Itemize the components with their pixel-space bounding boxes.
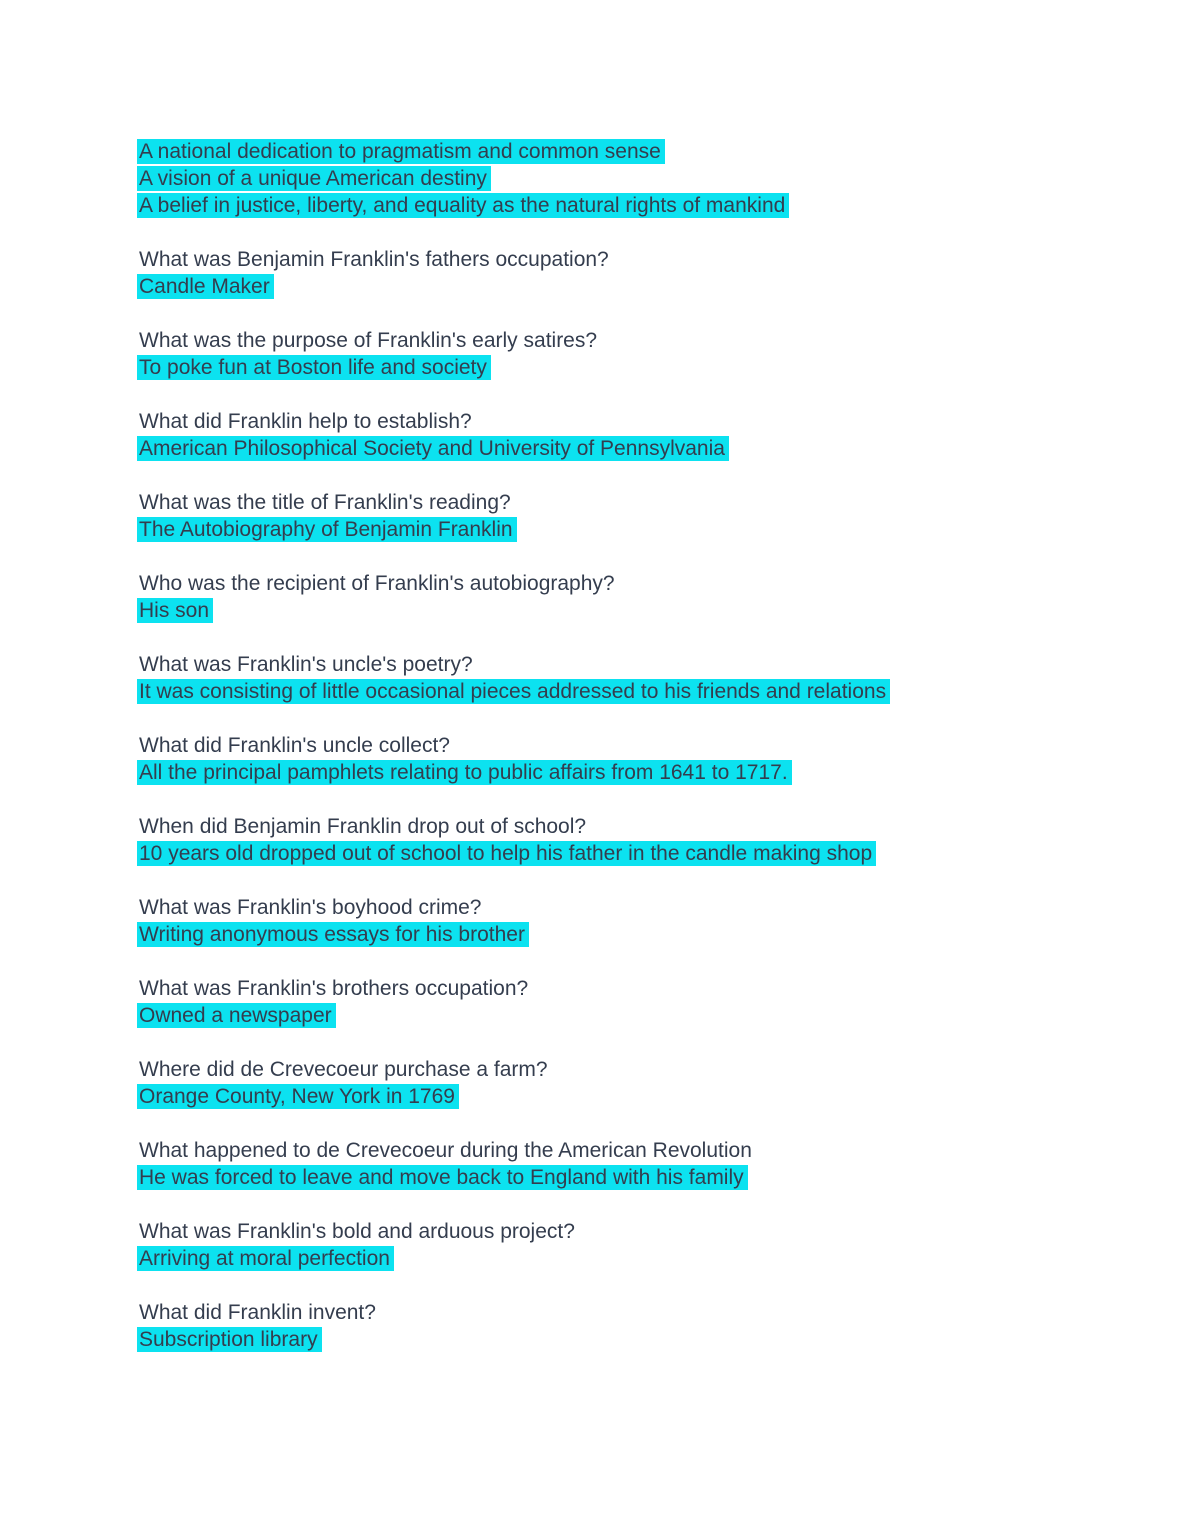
qa-block xyxy=(139,732,1100,786)
intro-highlight: A national dedication to pragmatism and common sense xyxy=(137,139,665,164)
answer-highlight: Subscription library xyxy=(137,1327,322,1352)
answer-line xyxy=(139,921,1100,948)
answer-highlight: 10 years old dropped out of school to help his father in the candle making shop xyxy=(137,841,876,866)
answer-highlight: Owned a newspaper xyxy=(137,1003,336,1028)
qa-block xyxy=(139,1218,1100,1272)
answer-highlight: He was forced to leave and move back to England with his family xyxy=(137,1165,748,1190)
question-text: What was Franklin's uncle's poetry? xyxy=(139,653,473,676)
qa-block xyxy=(139,813,1100,867)
answer-line xyxy=(139,840,1100,867)
question-text: What happened to de Crevecoeur during the American Revolution xyxy=(139,1139,752,1162)
question-text: When did Benjamin Franklin drop out of school? xyxy=(139,815,587,838)
question-text: What was Franklin's brothers occupation? xyxy=(139,977,529,1000)
answer-highlight: Orange County, New York in 1769 xyxy=(137,1084,459,1109)
qa-block xyxy=(139,1299,1100,1353)
answer-highlight: All the principal pamphlets relating to public affairs from 1641 to 1717. xyxy=(137,760,792,785)
question-text: What was the purpose of Franklin's early satires? xyxy=(139,329,598,352)
answer-highlight: American Philosophical Society and University of Pennsylvania xyxy=(137,436,729,461)
answer-line xyxy=(139,1164,1100,1191)
answer-highlight: Writing anonymous essays for his brother xyxy=(137,922,529,947)
qa-block xyxy=(139,1056,1100,1110)
question-text: What was Benjamin Franklin's fathers occupation? xyxy=(139,248,609,271)
answer-highlight: The Autobiography of Benjamin Franklin xyxy=(137,517,517,542)
answer-line xyxy=(139,354,1100,381)
question-text: What was Franklin's boyhood crime? xyxy=(139,896,482,919)
intro-highlight: A belief in justice, liberty, and equality as the natural rights of mankind xyxy=(137,193,789,218)
answer-highlight: His son xyxy=(137,598,213,623)
answer-line xyxy=(139,678,1100,705)
intro-block xyxy=(139,138,1100,219)
qa-block xyxy=(139,975,1100,1029)
question-text: Who was the recipient of Franklin's autobiography? xyxy=(139,572,615,595)
qa-block xyxy=(139,570,1100,624)
question-text: What did Franklin help to establish? xyxy=(139,410,472,433)
answer-line xyxy=(139,597,1100,624)
intro-highlight: A vision of a unique American destiny xyxy=(137,166,491,191)
qa-block xyxy=(139,246,1100,300)
qa-block xyxy=(139,408,1100,462)
qa-block xyxy=(139,1137,1100,1191)
answer-highlight: Arriving at moral perfection xyxy=(137,1246,394,1271)
question-text: What did Franklin invent? xyxy=(139,1301,376,1324)
answer-line xyxy=(139,759,1100,786)
answer-highlight: To poke fun at Boston life and society xyxy=(137,355,491,380)
qa-block xyxy=(139,651,1100,705)
answer-line xyxy=(139,1083,1100,1110)
question-text: Where did de Crevecoeur purchase a farm? xyxy=(139,1058,548,1081)
answer-highlight: Candle Maker xyxy=(137,274,274,299)
answer-highlight: It was consisting of little occasional pieces addressed to his friends and relations xyxy=(137,679,890,704)
question-text: What was the title of Franklin's reading? xyxy=(139,491,511,514)
qa-block xyxy=(139,327,1100,381)
intro-line xyxy=(139,192,1100,219)
qa-block xyxy=(139,894,1100,948)
qa-block xyxy=(139,489,1100,543)
qa-list xyxy=(139,246,1100,1353)
answer-line xyxy=(139,1245,1100,1272)
answer-line xyxy=(139,435,1100,462)
intro-line xyxy=(139,165,1100,192)
answer-line xyxy=(139,273,1100,300)
answer-line xyxy=(139,516,1100,543)
answer-line xyxy=(139,1002,1100,1029)
intro-line xyxy=(139,138,1100,165)
question-text: What was Franklin's bold and arduous project? xyxy=(139,1220,575,1243)
answer-line xyxy=(139,1326,1100,1353)
question-text: What did Franklin's uncle collect? xyxy=(139,734,450,757)
